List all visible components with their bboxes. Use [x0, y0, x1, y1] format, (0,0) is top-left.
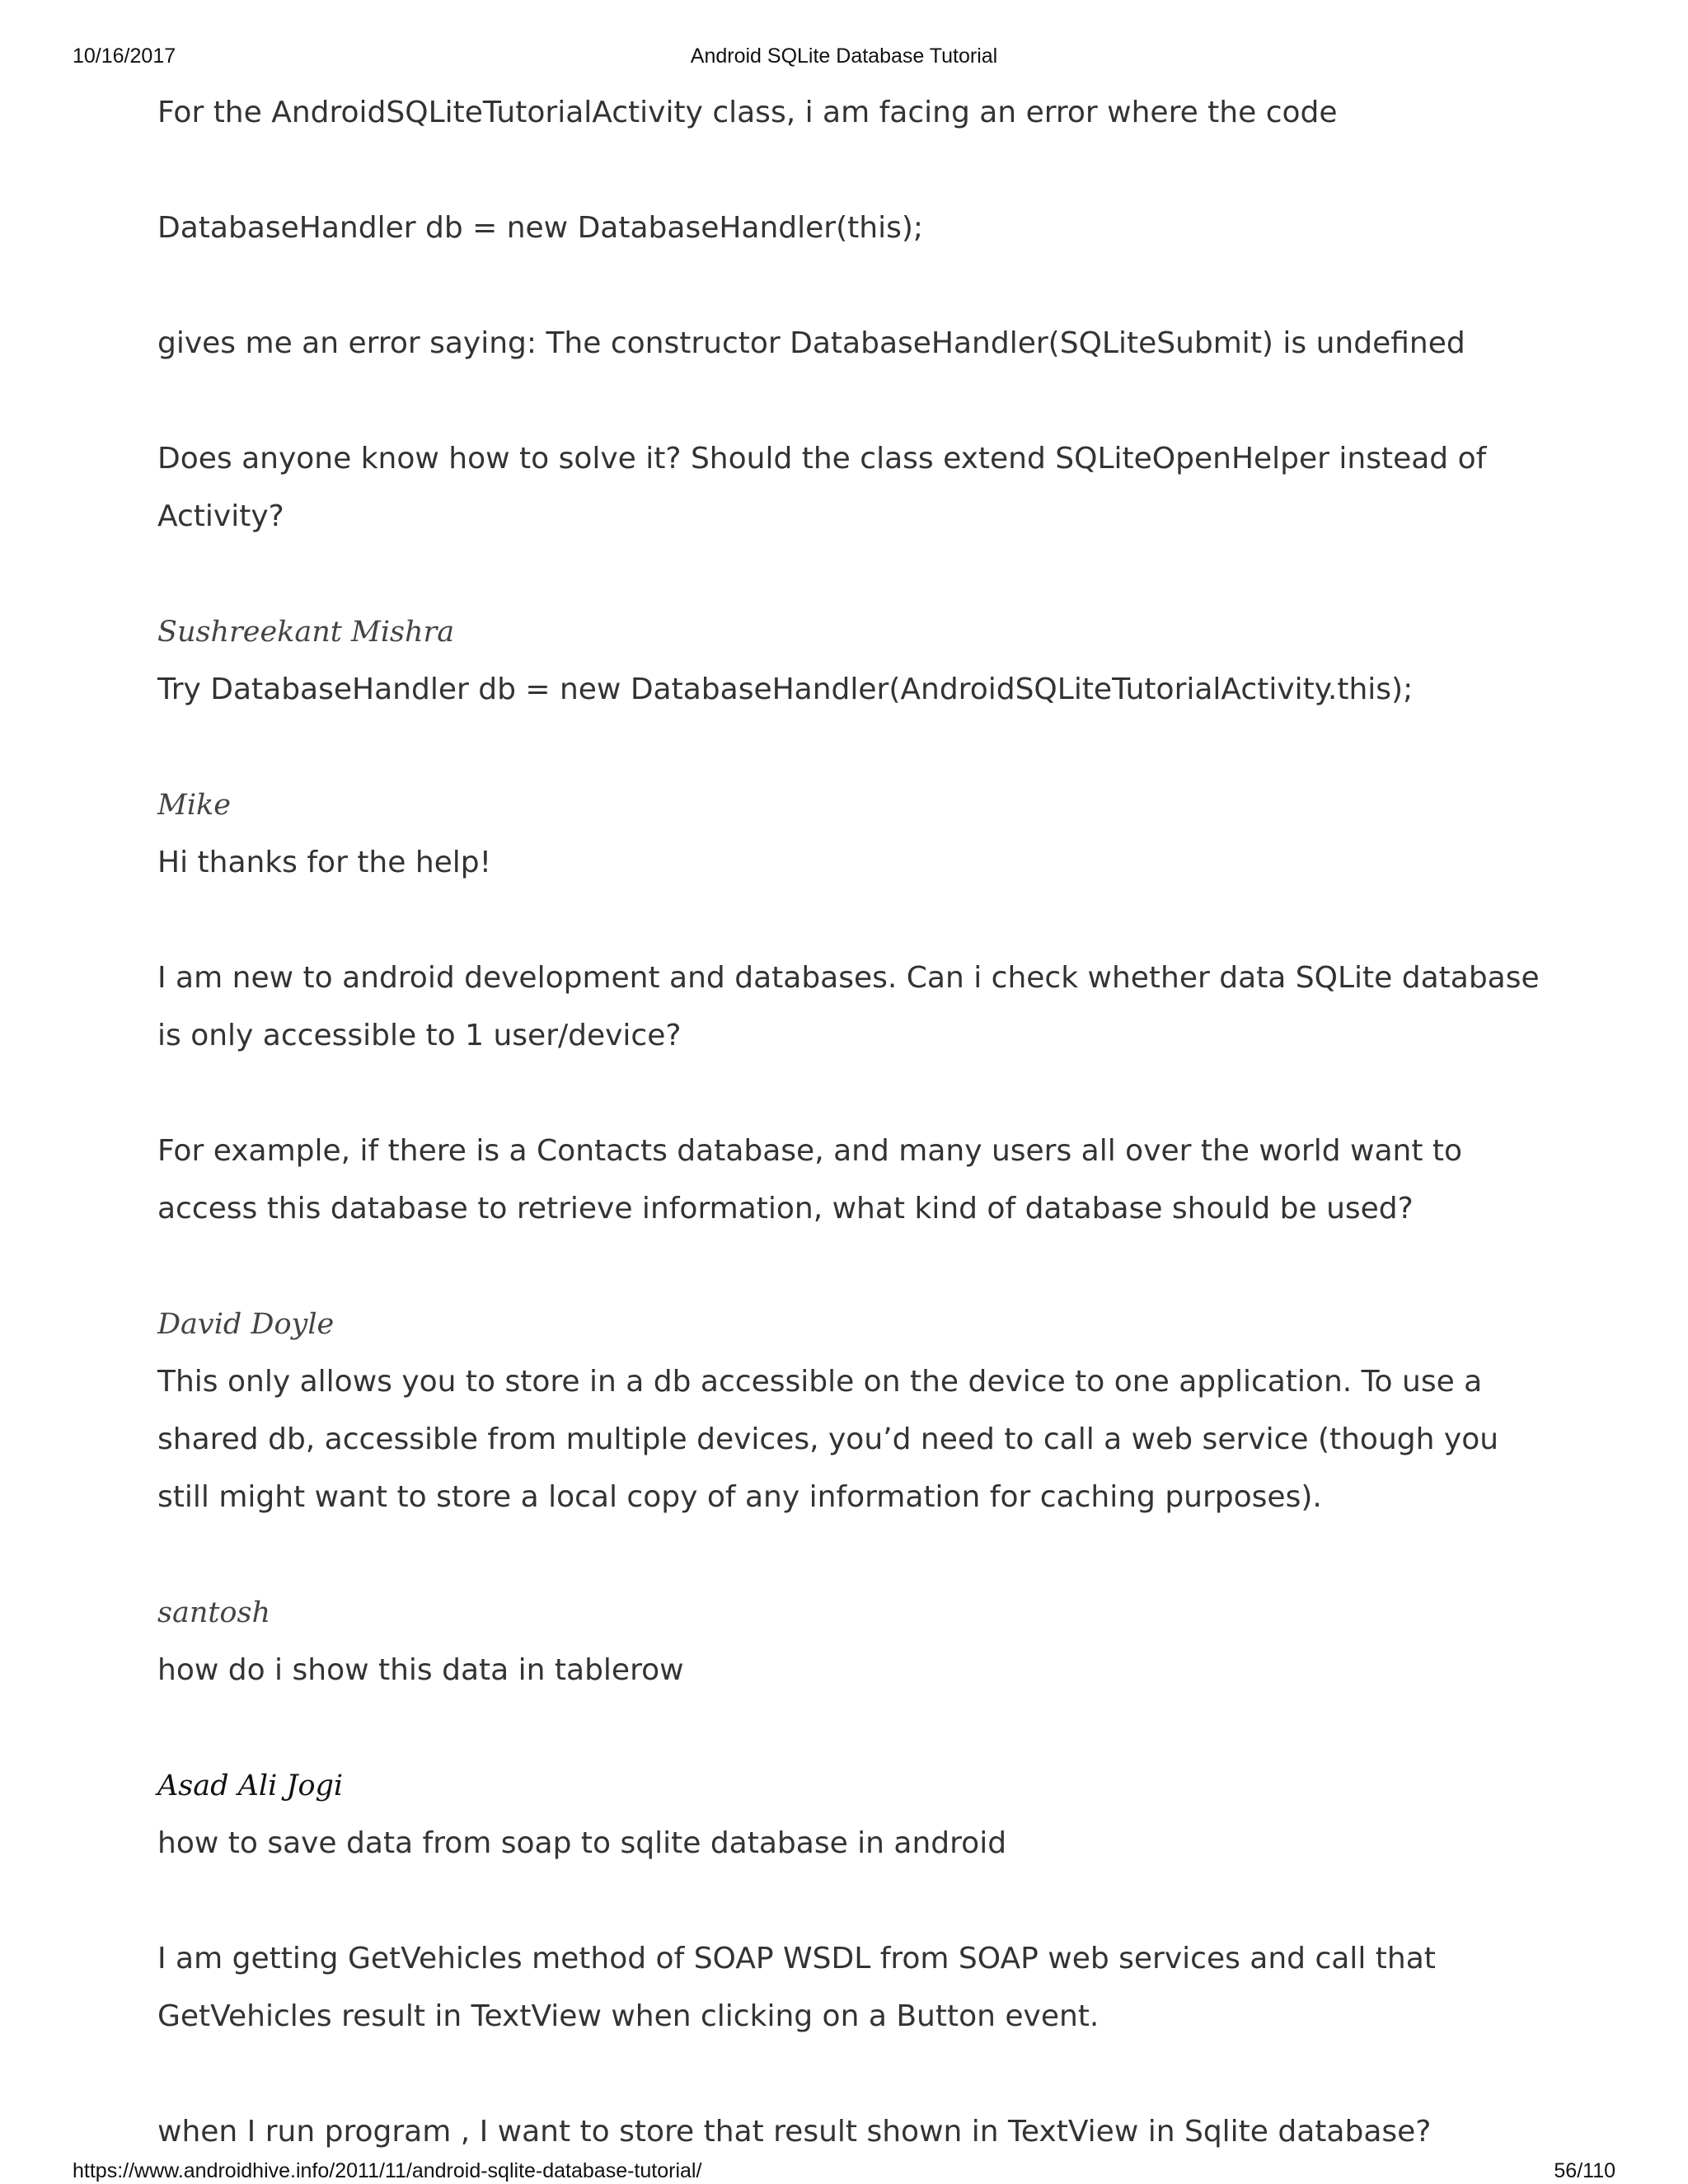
comment-paragraph: gives me an error saying: The constructor DatabaseHandler(SQLiteSubmit) is undefined — [157, 326, 1465, 360]
comment-author: santosh — [157, 1596, 271, 1629]
comments-section — [157, 84, 1559, 2161]
print-header-date: 10/16/2017 — [73, 45, 176, 68]
comment-author: Sushreekant Mishra — [157, 616, 455, 649]
print-header-title: Android SQLite Database Tutorial — [690, 45, 998, 68]
comment-author: Mike — [157, 789, 231, 822]
print-footer-url: https://www.androidhive.info/2011/11/android-sqlite-database-tutorial/ — [73, 2159, 702, 2182]
comment-author: David Doyle — [157, 1308, 335, 1341]
comment-paragraph: I am new to android development and databases. Can i check whether data SQLite database is only accessible to 1 user/device? — [157, 961, 1540, 1052]
comment-paragraph: Try DatabaseHandler db = new DatabaseHandler(AndroidSQLiteTutorialActivity.this); — [157, 673, 1414, 706]
comment-paragraph: For example, if there is a Contacts database, and many users all over the world want to access this database to retrieve information, what kind of database should be used? — [157, 1134, 1463, 1226]
comment-paragraph: For the AndroidSQLiteTutorialActivity class, i am facing an error where the code — [157, 96, 1338, 129]
print-footer-page-number: 56/110 — [1554, 2159, 1615, 2182]
comment-paragraph: how to save data from soap to sqlite database in android — [157, 1826, 1007, 1860]
comment-paragraph: This only allows you to store in a db accessible on the device to one application. To use a shared db, accessible from multiple devices, you’d need to call a web service (though you still might want to store a local copy of any information for caching purposes). — [157, 1365, 1499, 1514]
comment-paragraph: Hi thanks for the help! — [157, 846, 492, 879]
comment-paragraph: I am getting GetVehicles method of SOAP WSDL from SOAP web services and call that GetVehicles result in TextView when clicking on a Button event. — [157, 1942, 1436, 2033]
comment-author: Asad Ali Jogi — [157, 1769, 344, 1802]
comment-paragraph: DatabaseHandler db = new DatabaseHandler(this); — [157, 211, 924, 245]
comment-paragraph: when I run program , I want to store that result shown in TextView in Sqlite database? — [157, 2115, 1432, 2149]
comment-paragraph: how do i show this data in tablerow — [157, 1653, 684, 1687]
comment-paragraph: Does anyone know how to solve it? Should the class extend SQLiteOpenHelper instead of Activity? — [157, 442, 1487, 533]
